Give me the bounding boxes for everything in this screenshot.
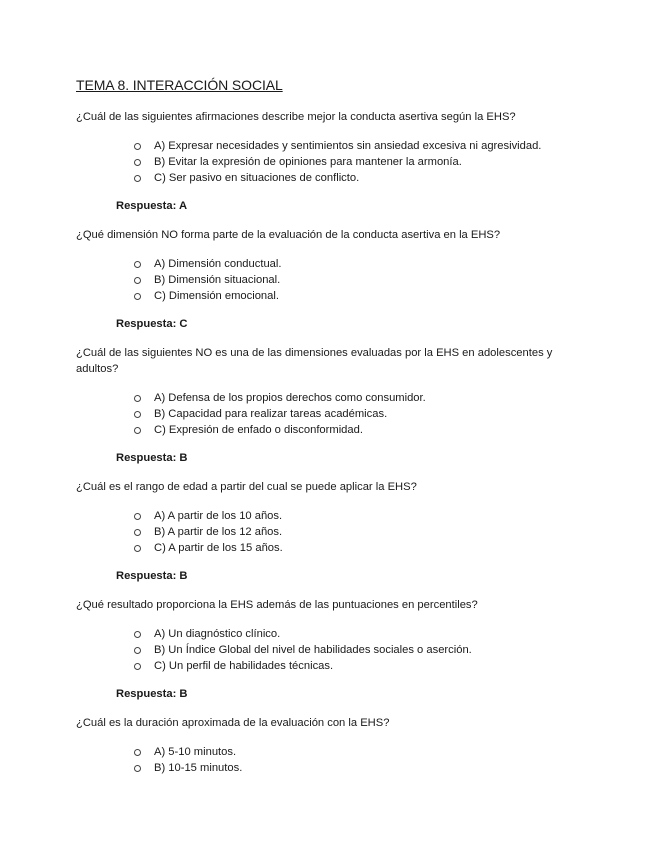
circle-bullet-icon: [134, 261, 141, 268]
options-list-3: [76, 390, 576, 438]
circle-bullet-icon: [134, 143, 141, 150]
option-2b: [134, 272, 576, 288]
option-3b: [134, 406, 576, 422]
question-1: ¿Cuál de las siguientes afirmaciones describe mejor la conducta asertiva según la EHS?: [76, 111, 516, 123]
answer-3: Respuesta: B: [116, 452, 188, 464]
option-text: A) 5-10 minutos.: [154, 746, 237, 758]
option-text: C) Ser pasivo en situaciones de conflicto.: [154, 172, 360, 184]
option-6b: [134, 760, 576, 776]
option-text: B) Capacidad para realizar tareas académicas.: [154, 408, 388, 420]
option-text: B) Dimensión situacional.: [154, 274, 281, 286]
option-5c: [134, 658, 576, 674]
answer-1: Respuesta: A: [116, 200, 188, 212]
option-text: C) A partir de los 15 años.: [154, 542, 283, 554]
options-list-1: [76, 138, 576, 186]
option-text: C) Un perfil de habilidades técnicas.: [154, 660, 334, 672]
circle-bullet-icon: [134, 411, 141, 418]
option-4b: [134, 524, 576, 540]
circle-bullet-icon: [134, 277, 141, 284]
option-text: A) Dimensión conductual.: [154, 258, 282, 270]
question-3: ¿Cuál de las siguientes NO es una de las dimensiones evaluadas por la EHS en adolescentes y adultos?: [76, 347, 553, 375]
answer-5: Respuesta: B: [116, 688, 188, 700]
circle-bullet-icon: [134, 663, 141, 670]
answer-2: Respuesta: C: [116, 318, 188, 330]
question-5: ¿Qué resultado proporciona la EHS además de las puntuaciones en percentiles?: [76, 599, 478, 611]
option-text: A) Expresar necesidades y sentimientos sin ansiedad excesiva ni agresividad.: [154, 140, 542, 152]
option-text: B) A partir de los 12 años.: [154, 526, 283, 538]
circle-bullet-icon: [134, 749, 141, 756]
circle-bullet-icon: [134, 395, 141, 402]
circle-bullet-icon: [134, 529, 141, 536]
option-4a: [134, 508, 576, 524]
circle-bullet-icon: [134, 175, 141, 182]
option-3a: [134, 390, 576, 406]
circle-bullet-icon: [134, 513, 141, 520]
options-list-6: [76, 744, 576, 776]
option-2a: [134, 256, 576, 272]
option-4c: [134, 540, 576, 556]
options-list-2: [76, 256, 576, 304]
option-text: B) Un Índice Global del nivel de habilidades sociales o aserción.: [154, 644, 472, 656]
option-2c: [134, 288, 576, 304]
option-text: A) A partir de los 10 años.: [154, 510, 283, 522]
document-page: [76, 76, 576, 788]
page-title: TEMA 8. INTERACCIÓN SOCIAL: [76, 77, 283, 93]
circle-bullet-icon: [134, 293, 141, 300]
option-text: B) Evitar la expresión de opiniones para mantener la armonía.: [154, 156, 462, 168]
circle-bullet-icon: [134, 545, 141, 552]
options-list-5: [76, 626, 576, 674]
circle-bullet-icon: [134, 647, 141, 654]
option-text: B) 10-15 minutos.: [154, 762, 243, 774]
question-6: ¿Cuál es la duración aproximada de la evaluación con la EHS?: [76, 717, 390, 729]
option-3c: [134, 422, 576, 438]
options-list-4: [76, 508, 576, 556]
option-1a: [134, 138, 576, 154]
circle-bullet-icon: [134, 427, 141, 434]
circle-bullet-icon: [134, 631, 141, 638]
question-2: ¿Qué dimensión NO forma parte de la evaluación de la conducta asertiva en la EHS?: [76, 229, 501, 241]
option-5b: [134, 642, 576, 658]
answer-4: Respuesta: B: [116, 570, 188, 582]
option-1b: [134, 154, 576, 170]
option-text: A) Defensa de los propios derechos como consumidor.: [154, 392, 426, 404]
option-1c: [134, 170, 576, 186]
option-5a: [134, 626, 576, 642]
question-4: ¿Cuál es el rango de edad a partir del cual se puede aplicar la EHS?: [76, 481, 417, 493]
option-text: C) Dimensión emocional.: [154, 290, 279, 302]
option-6a: [134, 744, 576, 760]
circle-bullet-icon: [134, 765, 141, 772]
option-text: A) Un diagnóstico clínico.: [154, 628, 281, 640]
option-text: C) Expresión de enfado o disconformidad.: [154, 424, 363, 436]
circle-bullet-icon: [134, 159, 141, 166]
